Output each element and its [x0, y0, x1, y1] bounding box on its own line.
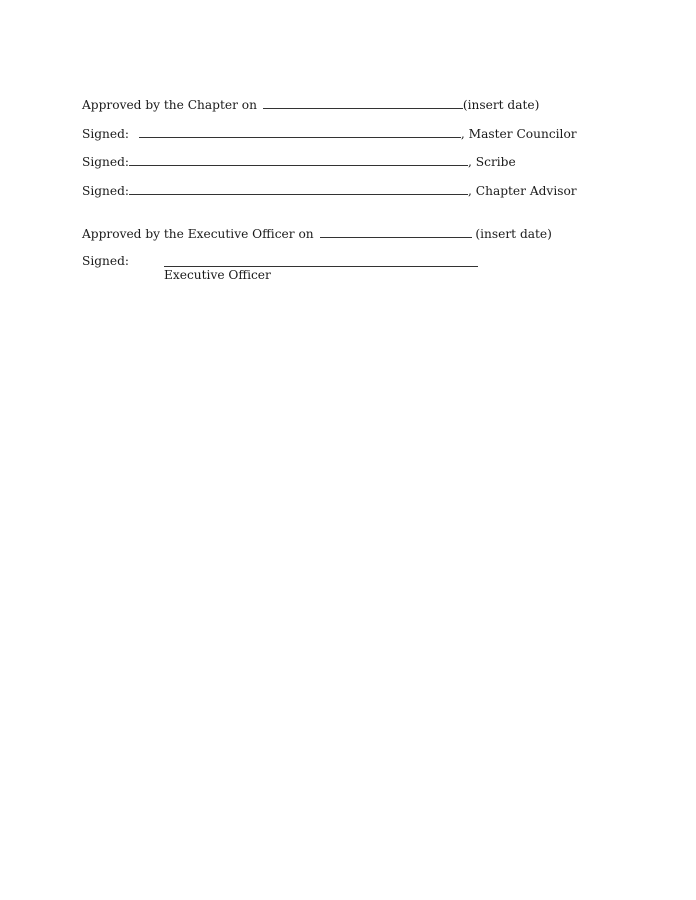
chapter-approval-suffix: (insert date) [462, 98, 540, 112]
executive-signature-label: Signed: [82, 254, 130, 268]
signature-row-scribe [82, 153, 516, 170]
chapter-approval-line [82, 96, 539, 113]
signature-label: Signed: [82, 127, 130, 141]
chapter-approval-date-field[interactable] [263, 96, 463, 109]
executive-signature-role: Executive Officer [164, 268, 271, 282]
executive-approval-suffix: (insert date) [475, 227, 552, 241]
signature-label: Signed: [82, 155, 130, 169]
chapter-advisor-signature-field[interactable] [129, 182, 468, 195]
scribe-signature-field[interactable] [129, 153, 468, 166]
executive-approval-date-field[interactable] [320, 225, 472, 238]
signature-row-chapter-advisor [82, 182, 577, 199]
signature-role: , Chapter Advisor [468, 184, 577, 198]
chapter-approval-prefix: Approved by the Chapter on [82, 98, 257, 112]
signature-role: , Master Councilor [460, 127, 577, 141]
executive-approval-line [82, 225, 552, 242]
executive-approval-prefix: Approved by the Executive Officer on [82, 227, 314, 241]
master-councilor-signature-field[interactable] [139, 125, 461, 138]
signature-label: Signed: [82, 184, 130, 198]
signature-row-master-councilor [82, 125, 577, 142]
signature-role: , Scribe [468, 155, 516, 169]
